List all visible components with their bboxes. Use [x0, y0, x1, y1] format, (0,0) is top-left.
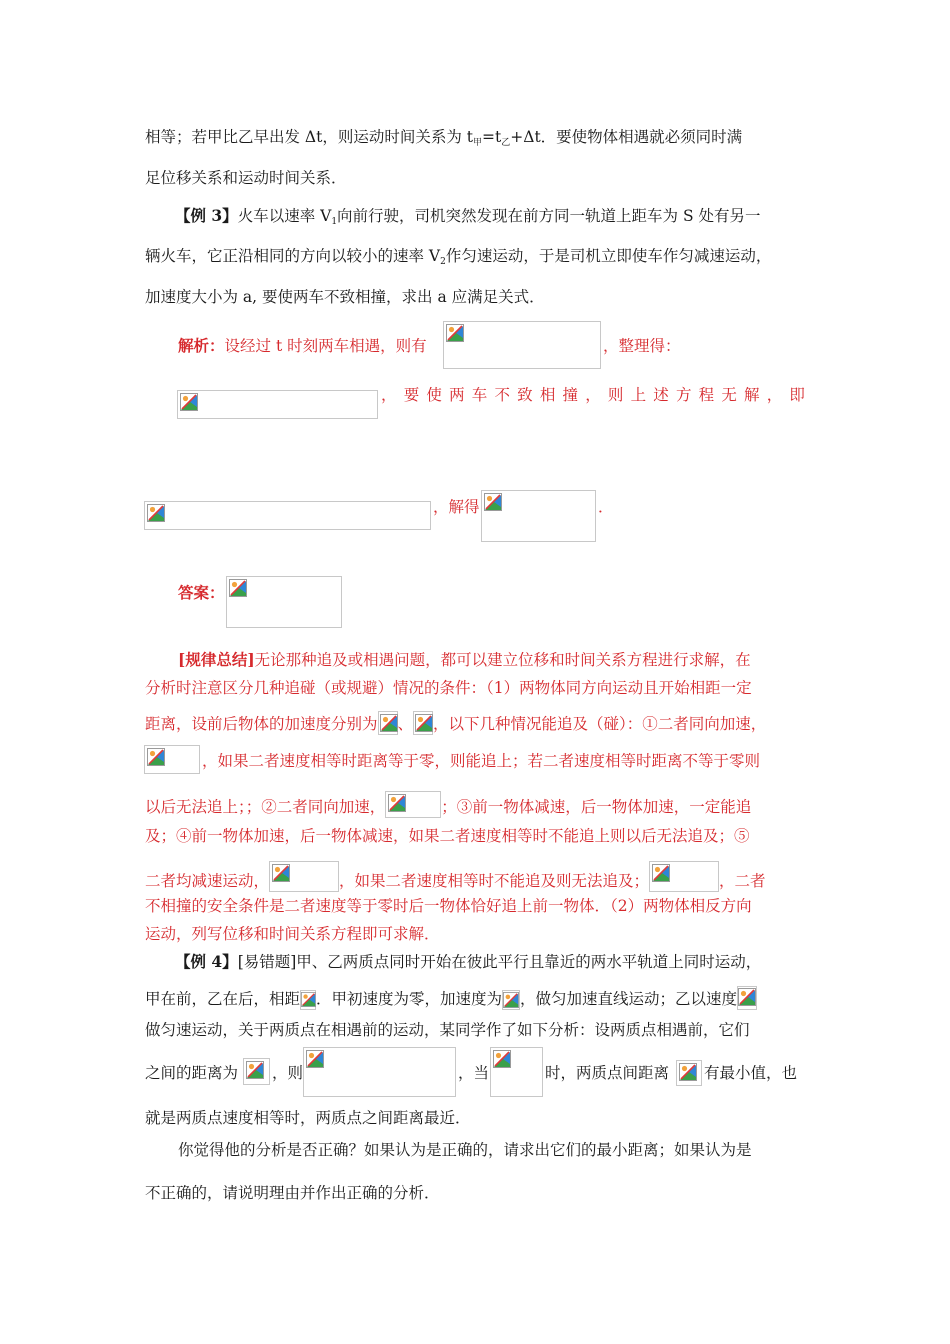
- example4-line4-d: 时，两质点间距离: [545, 1064, 670, 1082]
- example4-l2-a: 甲在前，乙在后，相距: [145, 990, 301, 1008]
- broken-image-icon: [679, 1063, 697, 1081]
- broken-image-icon: [147, 748, 165, 766]
- solution3-char: 车: [471, 386, 488, 404]
- broken-image-icon: [180, 393, 198, 411]
- example3-text-a: 火车以速率 V: [237, 207, 332, 225]
- solution-label: 解析：: [178, 336, 225, 355]
- summary-line6: 及；④前一物体加速，后一物体减速，如果二者速度相等时不能追上则以后无法追及；⑤: [145, 827, 750, 845]
- summary-line1: [178, 650, 751, 670]
- example4-line5: 就是两质点速度相等时，两质点之间距离最近．: [145, 1109, 471, 1127]
- broken-image-icon: [301, 992, 316, 1007]
- solution3-char: 两: [449, 386, 465, 404]
- summary-l3-a: 距离，设前后物体的加速度分别为: [145, 715, 378, 733]
- example4-line1: [175, 952, 761, 972]
- summary-tag: [规律总结]: [178, 650, 255, 669]
- equation-image: [243, 1058, 270, 1085]
- equation-image: [676, 1060, 702, 1086]
- equation-image: [649, 861, 719, 892]
- solution3-char: 致: [517, 386, 533, 404]
- summary-line9: 运动，列写位移和时间关系方程即可求解．: [145, 925, 440, 943]
- example4-tag: 【例 4】: [175, 952, 238, 971]
- summary-line3: [145, 711, 766, 735]
- solution3-line1-end: ，整理得：: [603, 337, 681, 355]
- solution3-char: 使: [426, 386, 442, 404]
- solution3-char: 即: [789, 386, 805, 404]
- subscript-1: 1: [331, 217, 338, 227]
- subscript-yi: 乙: [501, 138, 511, 148]
- summary-l5-a: 以后无法追上；；②二者同向加速，: [145, 798, 386, 816]
- solution3-char: 不: [494, 386, 510, 404]
- example4-line4-c: ，当: [458, 1064, 490, 1082]
- summary-text-1: 无论那种追及或相遇问题，都可以建立位移和时间关系方程进行求解，在: [254, 651, 751, 669]
- solution3-line2: [381, 385, 805, 405]
- broken-image-icon: [306, 1050, 324, 1068]
- equation-image: [443, 321, 601, 369]
- solution3-char: 则: [607, 386, 624, 404]
- summary-l3-c: ，以下几种情况能追及（碰）：①二者同向加速，: [433, 715, 767, 733]
- equation-image: [737, 986, 757, 1010]
- broken-image-icon: [380, 714, 398, 732]
- solution3-char: 述: [653, 386, 669, 404]
- example4-line7: 不正确的，请说明理由并作出正确的分析．: [145, 1184, 440, 1202]
- equation-image: [385, 791, 441, 818]
- solution3-char: ，: [766, 386, 783, 404]
- para1-text-c: +Δt．要使物体相遇就必须同时满: [510, 128, 743, 146]
- summary-line7: [145, 861, 766, 892]
- summary-l5-b: ；③前一物体减速，后一物体加速，一定能追: [441, 798, 752, 816]
- solution3-char: 撞: [562, 386, 579, 404]
- example3-line2: [145, 246, 771, 272]
- equation-image: [481, 490, 596, 542]
- example4-line3: 做匀速运动，关于两质点在相遇前的运动，某同学作了如下分析：设两质点相遇前，它们: [145, 1021, 750, 1039]
- equation-image: [144, 745, 200, 774]
- broken-image-icon: [652, 864, 670, 882]
- broken-image-icon: [415, 714, 433, 732]
- answer-image: [226, 576, 342, 628]
- summary-l7-b: ，如果二者速度相等时不能追及则无法追及；: [339, 872, 650, 890]
- equation-image: [490, 1047, 543, 1097]
- equation-image: [502, 990, 520, 1010]
- solution3-char: ，: [585, 386, 601, 404]
- solution3-char: 上: [630, 386, 647, 404]
- example4-line4-a: 之间的距离为: [145, 1064, 239, 1082]
- solution3-line3-end: ．: [598, 498, 614, 516]
- equation-image: [300, 990, 316, 1010]
- example4-line2: [145, 986, 757, 1010]
- answer-label: 答案：: [178, 583, 225, 602]
- example3-text-b: 向前行驶，司机突然发现在前方同一轨道上距车为 S 处有另一: [337, 207, 761, 225]
- example3-line1: [175, 206, 761, 232]
- summary-line4: ，如果二者速度相等时距离等于零，则能追上；若二者速度相等时距离不等于零则: [202, 752, 761, 770]
- summary-l3-b: 、: [397, 715, 414, 733]
- broken-image-icon: [493, 1050, 511, 1068]
- example3-l2-text-a: 辆火车，它正沿相同的方向以较小的速率 V: [145, 247, 441, 265]
- broken-image-icon: [484, 493, 502, 511]
- summary-l7-a: 二者均减速运动，: [145, 872, 270, 890]
- solution3-line1: [178, 336, 427, 356]
- broken-image-icon: [229, 579, 247, 597]
- example4-l2-c: ，做匀加速直线运动；乙以速度: [520, 990, 738, 1008]
- equation-image: [177, 390, 378, 419]
- solution3-char: 要: [403, 386, 420, 404]
- solution3-text-a: 设经过 t 时刻两车相遇，则有: [224, 337, 427, 355]
- solution3-line3: ，解得: [433, 498, 480, 516]
- broken-image-icon: [503, 992, 519, 1008]
- subscript-2: 2: [440, 257, 446, 267]
- example4-line4-b: ，则: [272, 1064, 304, 1082]
- solution3-char: 解: [744, 386, 760, 404]
- solution3-char: 无: [721, 386, 737, 404]
- summary-line5: [145, 791, 751, 818]
- broken-image-icon: [272, 864, 290, 882]
- example3-l2-text-b: 作匀速运动，于是司机立即使车作匀减速运动，: [445, 247, 772, 265]
- para1-line1: [145, 127, 742, 153]
- solution3-char: ，: [381, 386, 397, 404]
- solution3-char: 方: [675, 386, 692, 404]
- equation-image: [303, 1047, 456, 1097]
- broken-image-icon: [446, 324, 464, 342]
- example3-line3: 加速度大小为 a, 要使两车不致相撞，求出 a 应满足关式．: [145, 288, 545, 306]
- summary-line8: 不相撞的安全条件是二者速度等于零时后一物体恰好追上前一物体．（2）两物体相反方向: [145, 897, 752, 915]
- para1-text-b: =t: [482, 128, 502, 146]
- example4-line4-e: 有最小值，也: [704, 1064, 798, 1082]
- equation-image: [144, 501, 431, 530]
- para1-line2: 足位移关系和运动时间关系．: [145, 169, 347, 187]
- para1-text-a: 相等；若甲比乙早出发 Δt，则运动时间关系为 t: [145, 128, 474, 146]
- example3-tag: 【例 3】: [175, 206, 238, 225]
- solution3-char: 相: [539, 386, 556, 404]
- subscript-jia: 甲: [473, 138, 483, 148]
- example4-line6: 你觉得他的分析是否正确？如果认为是正确的，请求出它们的最小距离；如果认为是: [178, 1141, 752, 1159]
- equation-image: [413, 711, 433, 735]
- summary-l7-c: ，二者: [719, 872, 766, 890]
- example4-text-1: [易错题]甲、乙两质点同时开始在彼此平行且靠近的两水平轨道上同时运动，: [237, 953, 762, 971]
- example4-l2-b: ．甲初速度为零，加速度为: [316, 990, 503, 1008]
- solution3-char: 程: [698, 386, 715, 404]
- broken-image-icon: [388, 794, 406, 812]
- equation-image: [378, 711, 398, 735]
- equation-image: [269, 861, 339, 892]
- broken-image-icon: [147, 504, 165, 522]
- broken-image-icon: [738, 988, 756, 1006]
- broken-image-icon: [246, 1061, 264, 1079]
- summary-line2: 分析时注意区分几种追碰（或规避）情况的条件：（1）两物体同方向运动且开始相距一定: [145, 679, 752, 697]
